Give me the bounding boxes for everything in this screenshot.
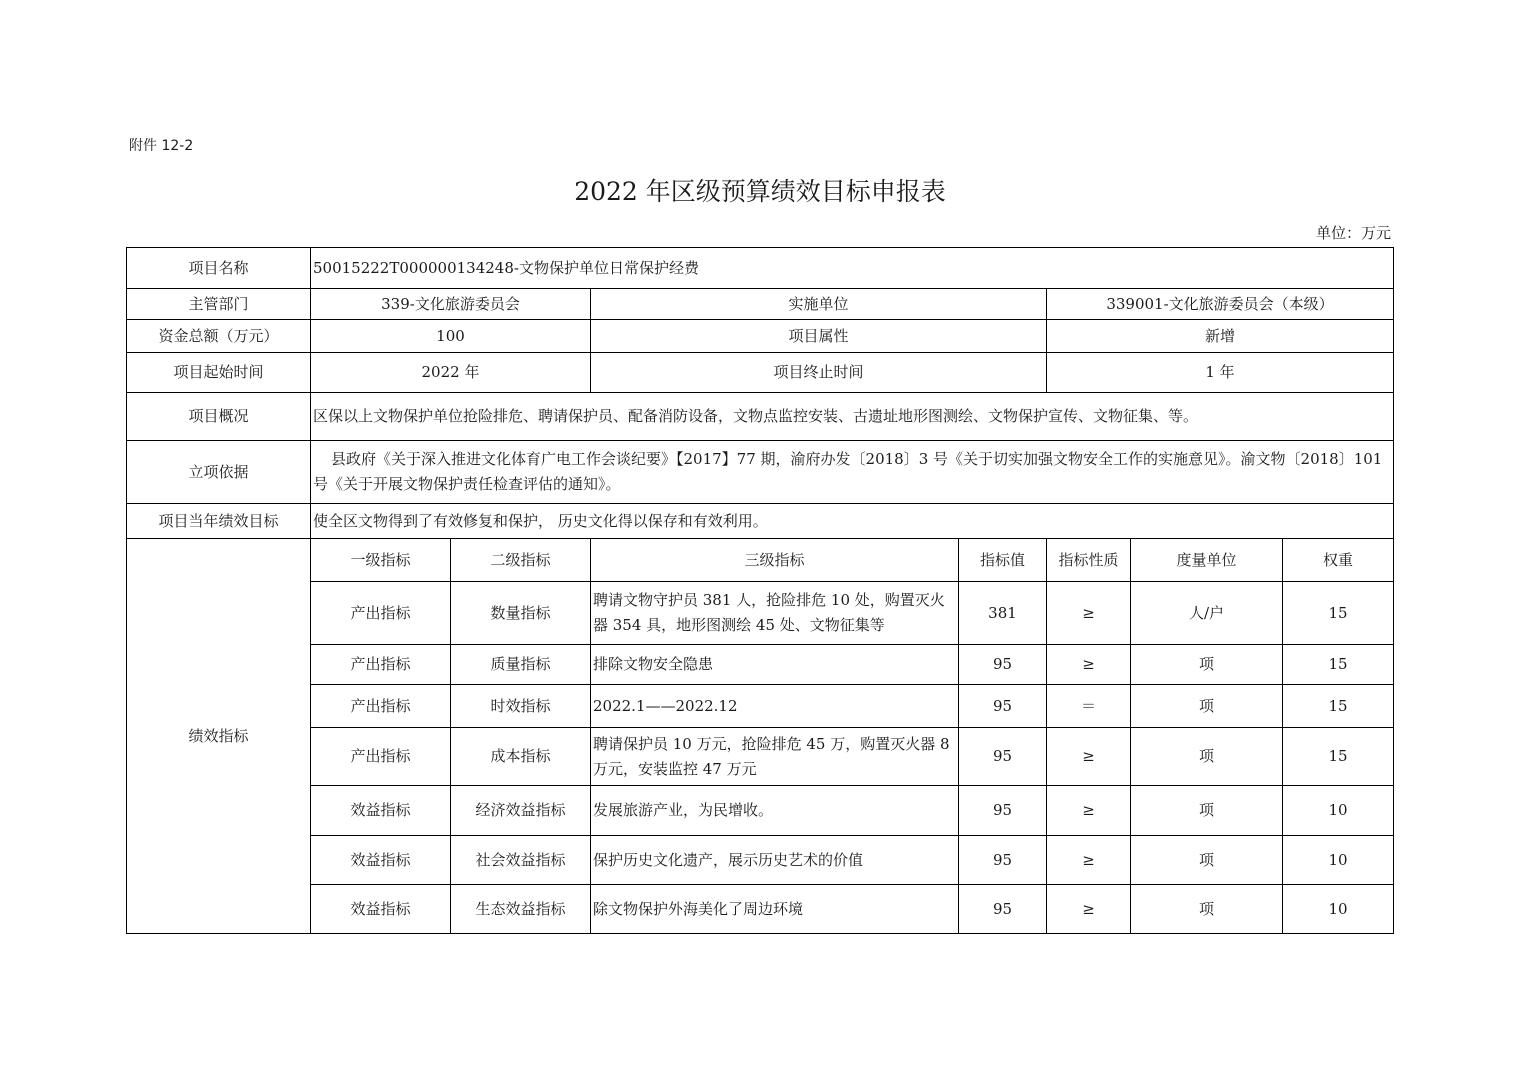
overview-value: 区保以上文物保护单位抢险排危、聘请保护员、配备消防设备，文物点监控安装、古遗址地形图测绘、文物保护宣传、文物征集、等。 (311, 393, 1394, 441)
indicator-value: 95 (959, 728, 1047, 786)
header-value: 指标值 (959, 539, 1047, 582)
indicator-unit: 项 (1131, 885, 1283, 934)
indicator-nature: ≥ (1047, 885, 1131, 934)
basis-label: 立项依据 (127, 441, 311, 504)
attr-value: 新增 (1047, 320, 1394, 353)
indicator-level2: 时效指标 (451, 685, 591, 728)
header-unit: 度量单位 (1131, 539, 1283, 582)
indicator-weight: 10 (1283, 786, 1394, 836)
indicator-level2: 生态效益指标 (451, 885, 591, 934)
indicator-level3: 发展旅游产业，为民增收。 (591, 786, 959, 836)
end-value: 1 年 (1047, 353, 1394, 393)
indicator-level1: 产出指标 (311, 582, 451, 645)
indicator-level2: 社会效益指标 (451, 836, 591, 885)
attr-label: 项目属性 (591, 320, 1047, 353)
indicator-level2: 数量指标 (451, 582, 591, 645)
table-row (127, 885, 1394, 934)
impl-label: 实施单位 (591, 289, 1047, 320)
row-overview (127, 393, 1394, 441)
impl-value: 339001-文化旅游委员会（本级） (1047, 289, 1394, 320)
indicator-level1: 效益指标 (311, 885, 451, 934)
indicator-level3: 排除文物安全隐患 (591, 645, 959, 685)
indicator-weight: 15 (1283, 645, 1394, 685)
indicator-nature: ＝ (1047, 685, 1131, 728)
row-dept (127, 289, 1394, 320)
indicator-level1: 效益指标 (311, 786, 451, 836)
indicator-level1: 产出指标 (311, 728, 451, 786)
indicator-value: 95 (959, 645, 1047, 685)
page-title: 2022 年区级预算绩效目标申报表 (574, 177, 946, 206)
name-label: 项目名称 (127, 248, 311, 289)
row-project-name (127, 248, 1394, 289)
indicator-weight: 15 (1283, 582, 1394, 645)
table-row (127, 685, 1394, 728)
indicator-nature: ≥ (1047, 645, 1131, 685)
header-nature: 指标性质 (1047, 539, 1131, 582)
indicator-value: 95 (959, 836, 1047, 885)
indicator-unit: 项 (1131, 836, 1283, 885)
name-value: 50015222T000000134248-文物保护单位日常保护经费 (311, 248, 1394, 289)
indicator-nature: ≥ (1047, 786, 1131, 836)
goal-value: 使全区文物得到了有效修复和保护， 历史文化得以保存和有效利用。 (311, 504, 1394, 539)
indicator-value: 95 (959, 685, 1047, 728)
table-row (127, 728, 1394, 786)
dept-value: 339-文化旅游委员会 (311, 289, 591, 320)
indicator-header-row (127, 539, 1394, 582)
table-row (127, 645, 1394, 685)
indicator-nature: ≥ (1047, 836, 1131, 885)
start-label: 项目起始时间 (127, 353, 311, 393)
indicator-weight: 15 (1283, 728, 1394, 786)
header-level3: 三级指标 (591, 539, 959, 582)
end-label: 项目终止时间 (591, 353, 1047, 393)
indicator-level1: 产出指标 (311, 645, 451, 685)
row-fund (127, 320, 1394, 353)
indicator-level2: 经济效益指标 (451, 786, 591, 836)
table-row (127, 836, 1394, 885)
indicators-section-label: 绩效指标 (127, 539, 311, 934)
indicator-level3: 保护历史文化遗产，展示历史艺术的价值 (591, 836, 959, 885)
indicator-level1: 效益指标 (311, 836, 451, 885)
indicator-level3: 除文物保护外海美化了周边环境 (591, 885, 959, 934)
attachment-label: 附件 12-2 (129, 138, 194, 154)
fund-label: 资金总额（万元） (127, 320, 311, 353)
indicator-weight: 10 (1283, 836, 1394, 885)
table-row (127, 582, 1394, 645)
indicator-value: 381 (959, 582, 1047, 645)
dept-label: 主管部门 (127, 289, 311, 320)
indicator-nature: ≥ (1047, 582, 1131, 645)
row-goal (127, 504, 1394, 539)
unit-label: 单位：万元 (1315, 224, 1391, 242)
indicator-unit: 项 (1131, 728, 1283, 786)
indicator-level1: 产出指标 (311, 685, 451, 728)
header-weight: 权重 (1283, 539, 1394, 582)
row-basis (127, 441, 1394, 504)
fund-value: 100 (311, 320, 591, 353)
indicator-unit: 项 (1131, 685, 1283, 728)
header-level1: 一级指标 (311, 539, 451, 582)
indicator-level3: 2022.1——2022.12 (591, 685, 959, 728)
indicator-weight: 10 (1283, 885, 1394, 934)
indicator-value: 95 (959, 885, 1047, 934)
indicator-nature: ≥ (1047, 728, 1131, 786)
indicator-unit: 项 (1131, 786, 1283, 836)
indicator-unit: 人/户 (1131, 582, 1283, 645)
indicator-level2: 质量指标 (451, 645, 591, 685)
indicator-level3: 聘请文物守护员 381 人，抢险排危 10 处，购置灭火器 354 具，地形图测绘 45 处、文物征集等 (591, 582, 959, 645)
table-row (127, 786, 1394, 836)
header-level2: 二级指标 (451, 539, 591, 582)
row-time (127, 353, 1394, 393)
start-value: 2022 年 (311, 353, 591, 393)
indicator-level2: 成本指标 (451, 728, 591, 786)
goal-label: 项目当年绩效目标 (127, 504, 311, 539)
basis-value: 县政府《关于深入推进文化体育广电工作会谈纪要》【2017】77 期，渝府办发〔2018〕3 号《关于切实加强文物安全工作的实施意见》。渝文物〔2018〕101 号《关于开展文物保护责任检查评估的通知》。 (311, 441, 1394, 504)
indicator-value: 95 (959, 786, 1047, 836)
budget-table (126, 247, 1394, 934)
indicator-unit: 项 (1131, 645, 1283, 685)
indicator-weight: 15 (1283, 685, 1394, 728)
overview-label: 项目概况 (127, 393, 311, 441)
indicator-level3: 聘请保护员 10 万元，抢险排危 45 万，购置灭火器 8 万元，安装监控 47 万元 (591, 728, 959, 786)
